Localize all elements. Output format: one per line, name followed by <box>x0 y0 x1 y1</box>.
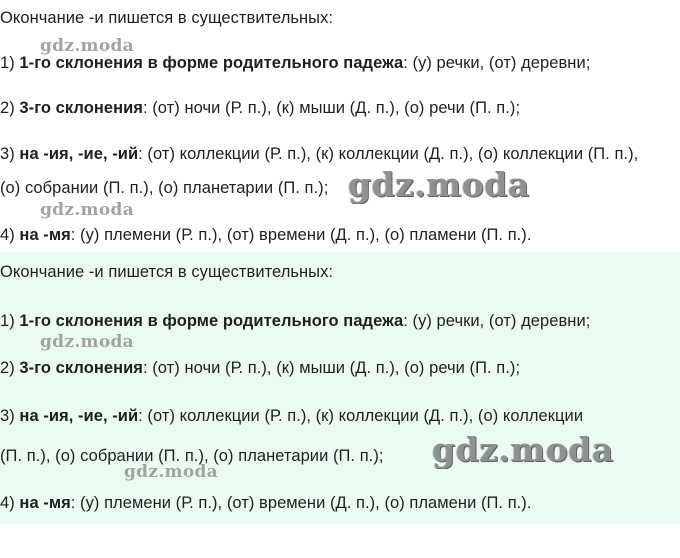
title-text: Окончание -и пишется в существительных: <box>0 9 334 27</box>
item-keyword: 1-го склонения в форме родительного падежа <box>19 312 404 330</box>
rule-item-4 <box>0 492 532 514</box>
item-text: : (у) речки, (от) деревни; <box>403 312 591 330</box>
rule-item-3 <box>0 143 638 165</box>
item-keyword: на -ия, -ие, -ий <box>19 145 139 163</box>
watermark-small: gdz.moda <box>124 462 218 482</box>
item-number: 3) <box>0 145 15 163</box>
item-number: 1) <box>0 54 15 72</box>
rule-item-2 <box>0 97 520 119</box>
item-text: (о) собрании (П. п.), (о) планетарии (П. п.); <box>0 179 329 197</box>
answer-block-2 <box>0 252 680 524</box>
item-keyword: 1-го склонения в форме родительного падежа <box>19 54 404 72</box>
item-text: (П. п.), (о) собрании (П. п.), (о) планетарии (П. п.); <box>0 447 384 465</box>
watermark-small: gdz.moda <box>40 36 134 56</box>
rule-item-4 <box>0 224 532 246</box>
watermark-small: gdz.moda <box>40 332 134 352</box>
block-title <box>0 261 333 283</box>
answer-block-1 <box>0 0 680 252</box>
rule-item-3 <box>0 405 583 427</box>
item-number: 1) <box>0 312 15 330</box>
item-keyword: на -мя <box>19 226 71 244</box>
block-title <box>0 7 333 29</box>
item-text: : (от) ночи (Р. п.), (к) мыши (Д. п.), (о) речи (П. п.); <box>142 99 521 117</box>
item-keyword: на -ия, -ие, -ий <box>19 407 139 425</box>
item-text: : (у) речки, (от) деревни; <box>403 54 591 72</box>
item-number: 3) <box>0 407 15 425</box>
item-text: : (от) коллекции (Р. п.), (к) коллекции (Д. п.), (о) коллекции <box>138 407 584 425</box>
item-number: 2) <box>0 99 15 117</box>
item-keyword: 3-го склонения <box>19 99 143 117</box>
item-text: : (от) коллекции (Р. п.), (к) коллекции (Д. п.), (о) коллекции (П. п.), <box>138 145 639 163</box>
watermark-large: gdz.moda <box>348 165 530 204</box>
title-text: Окончание -и пишется в существительных: <box>0 263 334 281</box>
item-keyword: 3-го склонения <box>19 359 143 377</box>
item-keyword: на -мя <box>19 494 71 512</box>
rule-item-1 <box>0 310 590 332</box>
watermark-small: gdz.moda <box>40 200 134 220</box>
watermark-large: gdz.moda <box>432 430 614 469</box>
rule-item-3-continuation <box>0 177 328 199</box>
item-number: 4) <box>0 494 15 512</box>
item-text: : (от) ночи (Р. п.), (к) мыши (Д. п.), (о) речи (П. п.); <box>142 359 521 377</box>
item-text: : (у) племени (Р. п.), (от) времени (Д. п.), (о) пламени (П. п.). <box>70 494 532 512</box>
item-text: : (у) племени (Р. п.), (от) времени (Д. п.), (о) пламени (П. п.). <box>70 226 532 244</box>
item-number: 4) <box>0 226 15 244</box>
item-number: 2) <box>0 359 15 377</box>
rule-item-2 <box>0 357 520 379</box>
